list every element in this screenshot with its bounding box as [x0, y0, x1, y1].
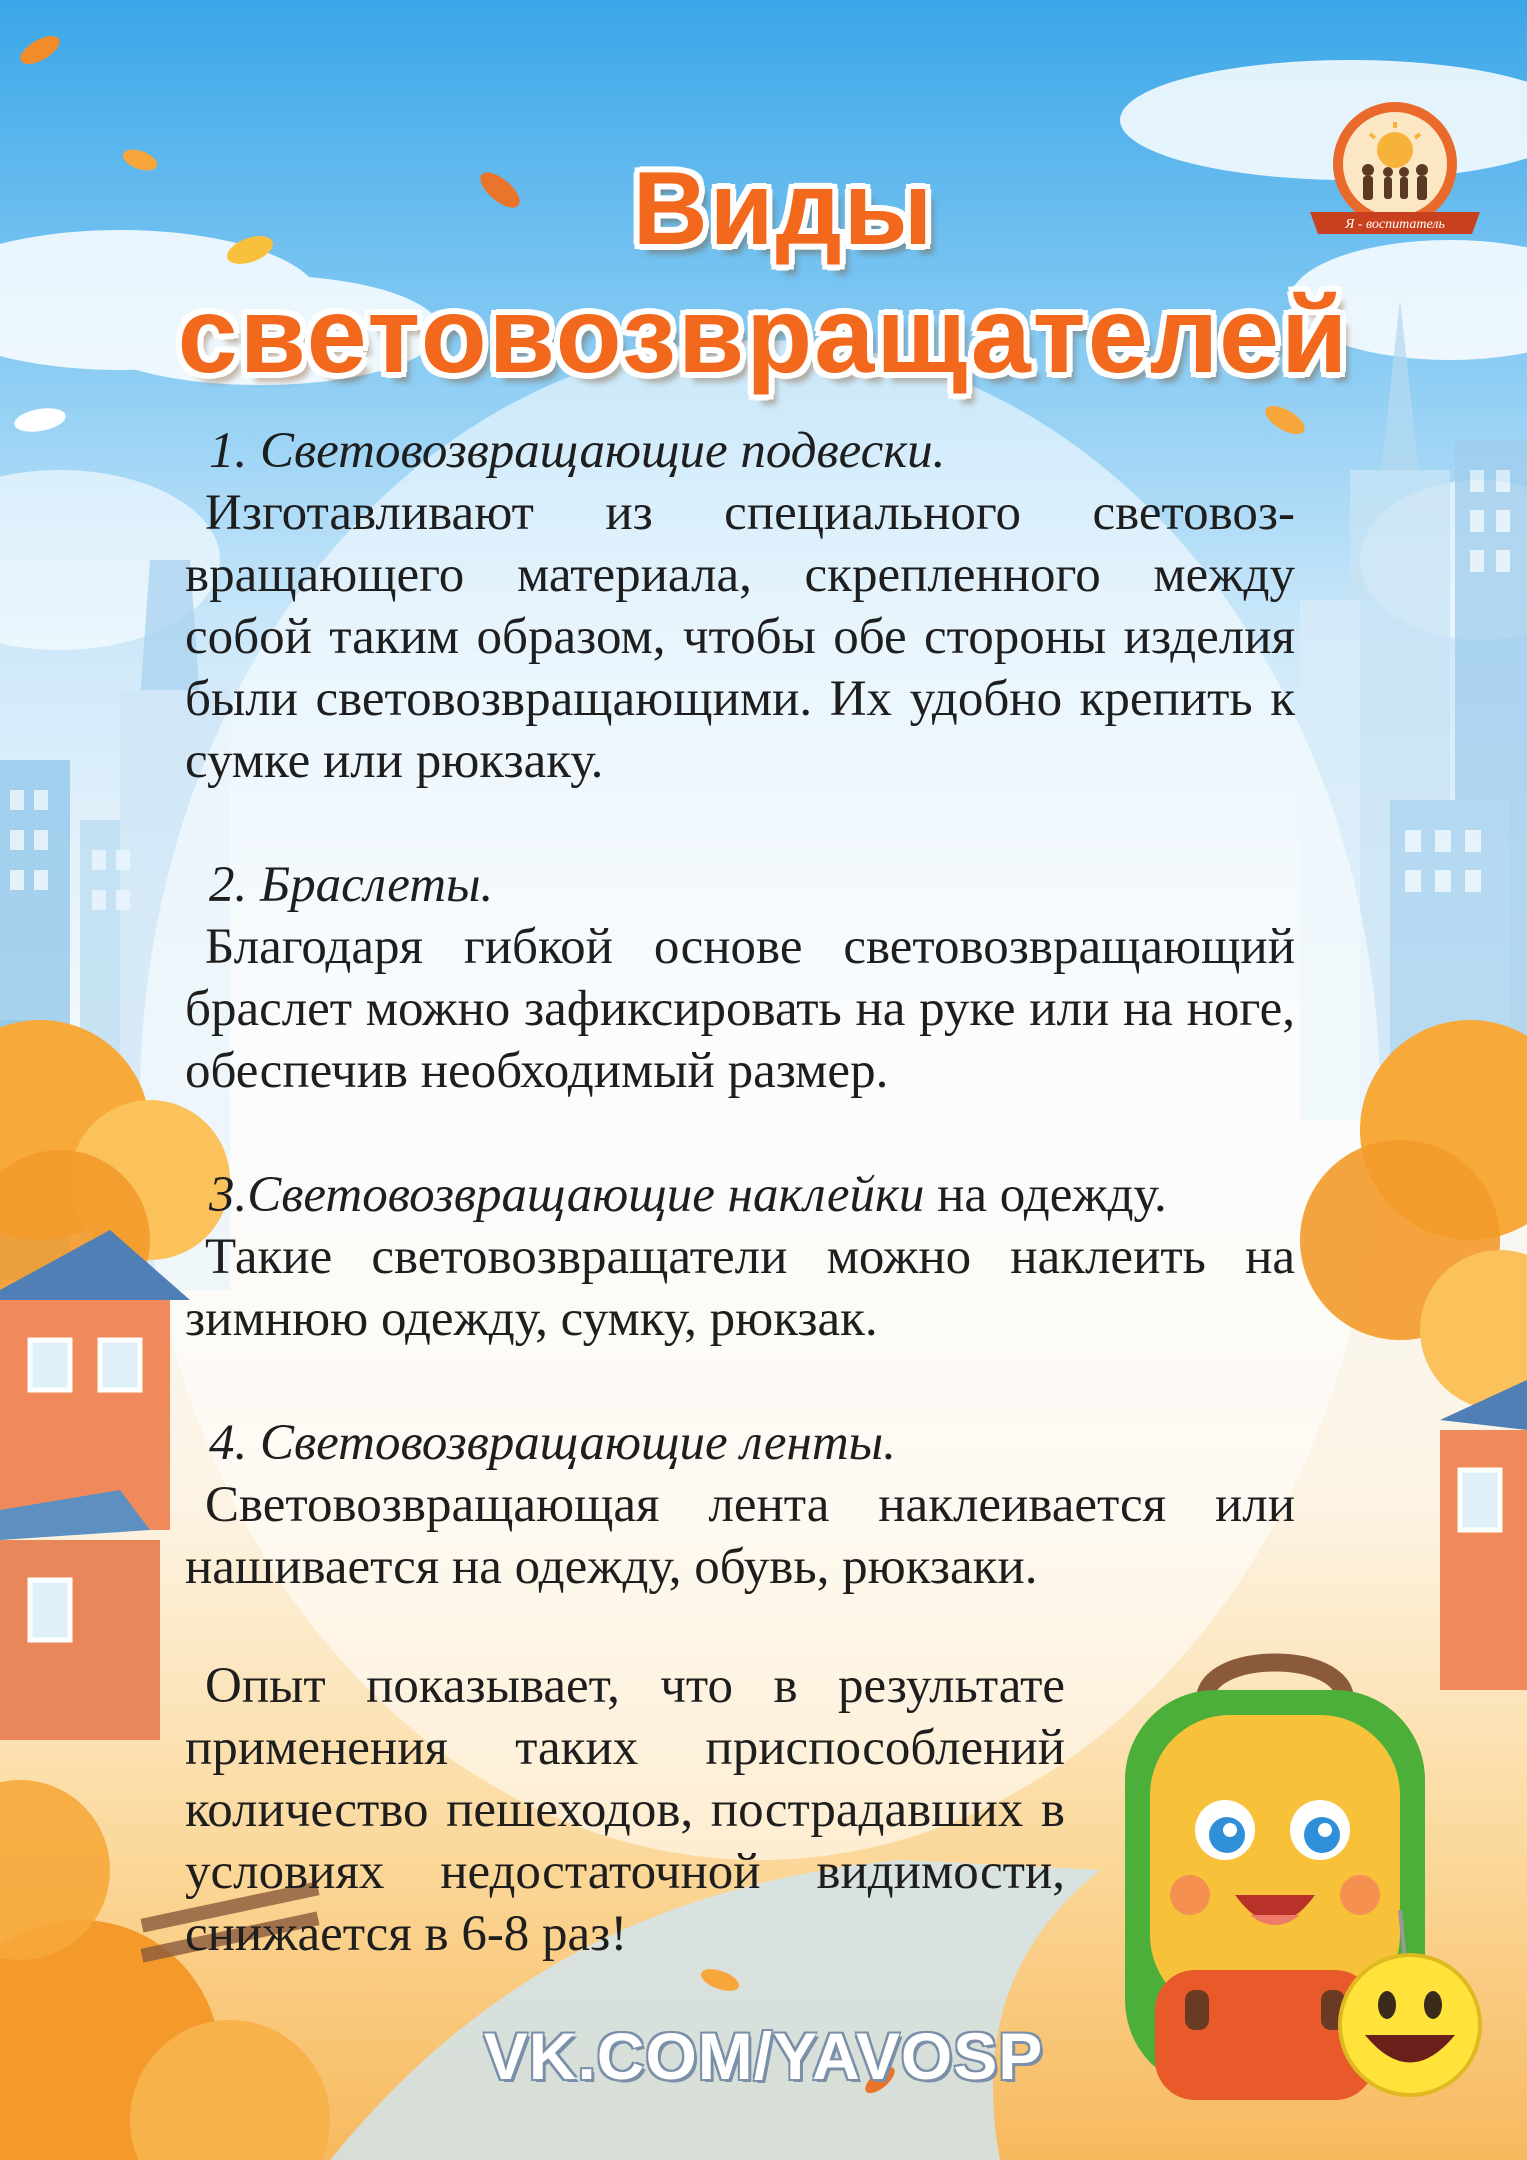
section-tapes	[185, 1412, 1295, 1598]
section-heading: 1. Световозвращающие подвески.	[209, 423, 946, 479]
section-bracelets	[185, 854, 1295, 1102]
section-body: Световозвращающая лента наклеивается или нашивается на одежду, обувь, рюкзаки.	[185, 1477, 1295, 1595]
section-stickers	[185, 1164, 1295, 1350]
section-body: Благодаря гибкой основе световозвращающий браслет можно зафиксировать на руке или на ноге, обеспечив необходимый размер.	[185, 919, 1295, 1099]
section-heading: 2. Браслеты.	[209, 857, 494, 913]
house-left	[0, 1230, 190, 1740]
footer-link[interactable]: VK.COM/YAVOSP	[483, 2019, 1044, 2093]
section-body: Изготавливают из специального световозвращающего материала, скрепленного между собой таким образом, чтобы обе стороны изделия были световозвращающими. Их удобно крепить к сумке или рюкзаку.	[185, 485, 1295, 789]
section-heading: 3.Световозвращающие наклейки на одежду.	[209, 1167, 1167, 1223]
title-line-2: световозвращателей	[177, 274, 1350, 395]
section-pendants	[185, 420, 1295, 792]
conclusion-text: Опыт показывает, что в результате применения таких приспособлений количество пешеходов, пострадавших в условиях недостаточной видимости, снижается в 6-8 раз!	[185, 1658, 1065, 1962]
title-line-1: Виды	[632, 151, 935, 267]
section-body: Такие световозвращатели можно наклеить на зимнюю одежду, сумку, рюкзак.	[185, 1229, 1295, 1347]
content	[185, 420, 1295, 1660]
section-heading: 4. Световозвращающие ленты.	[209, 1415, 896, 1471]
logo-text: Я - воспитатель	[1345, 217, 1445, 232]
